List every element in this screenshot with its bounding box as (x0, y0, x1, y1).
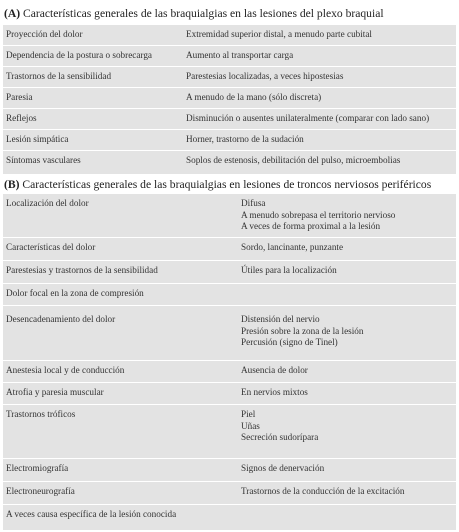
table-row (3, 151, 456, 173)
row-label: Desencadenamiento del dolor (6, 314, 116, 324)
row-value: Distensión del nervio Presión sobre la zona de la lesión Percusión (signo de Tinel) (241, 314, 364, 348)
row-value: Difusa A menudo sobrepasa el territorio nervioso A veces de forma proximal a la lesión (241, 198, 396, 232)
row-label: Trastornos tróficos (6, 409, 76, 419)
row-label: Trastornos de la sensibilidad (6, 71, 112, 81)
row-value: Útiles para la localización (241, 265, 337, 275)
row-label: Proyección del dolor (6, 29, 83, 39)
row-value: Horner, trastorno de la sudación (186, 134, 304, 144)
row-value: A menudo de la mano (sólo discreta) (186, 92, 322, 102)
row-value: Parestesias localizadas, a veces hipostesias (186, 71, 344, 81)
row-value: Aumento al transportar carga (186, 50, 294, 60)
row-label: Características del dolor (6, 242, 96, 252)
row-label: Atrofia y paresia muscular (6, 387, 104, 397)
section-a-heading: Características generales de las braquialgias en las lesiones del plexo braquial (23, 7, 384, 20)
table-b (3, 194, 456, 530)
section-a-title (4, 7, 384, 21)
row-value: Disminución o ausentes unilateralmente (comparar con lado sano) (186, 113, 430, 123)
row-label: Anestesia local y de conducción (6, 365, 125, 375)
table-row (3, 109, 456, 130)
row-value: Extremidad superior distal, a menudo parte cubital (186, 29, 372, 39)
row-label: Parestesias y trastornos de la sensibilidad (6, 265, 158, 275)
table-a (3, 25, 456, 174)
section-b-title (4, 178, 431, 192)
table-row (3, 130, 456, 151)
row-label: Dolor focal en la zona de compresión (6, 288, 144, 298)
row-label: Síntomas vasculares (6, 155, 81, 165)
table-row (3, 459, 456, 482)
row-value: Soplos de estenosis, debilitación del pulso, microembolias (186, 155, 401, 165)
row-label: Electromiografía (6, 463, 69, 473)
table-row (3, 361, 456, 383)
row-value: En nervios mixtos (241, 387, 308, 397)
table-row (3, 482, 456, 505)
row-label: A veces causa específica de la lesión conocida (6, 509, 177, 519)
row-value: Sordo, lancinante, punzante (241, 242, 344, 252)
section-b-letter: (B) (4, 178, 20, 191)
section-b-heading: Características generales de las braquialgias en lesiones de troncos nerviosos periféricos (22, 178, 432, 191)
row-label: Electroneurografía (6, 486, 75, 496)
table-row (3, 383, 456, 405)
table-row (3, 306, 456, 361)
table-row (3, 67, 456, 88)
table-row (3, 405, 456, 459)
section-a-letter: (A) (4, 7, 21, 20)
row-value: Piel Uñas Secreción sudorípara (241, 409, 319, 443)
row-label: Paresia (6, 92, 33, 102)
table-row (3, 88, 456, 109)
row-label: Reflejos (6, 113, 37, 123)
table-row (3, 25, 456, 46)
table-row (3, 261, 456, 284)
table-row (3, 284, 456, 306)
row-label: Lesión simpática (6, 134, 69, 144)
row-label: Localización del dolor (6, 198, 89, 208)
row-value: Trastornos de la conducción de la excitación (241, 486, 405, 496)
table-row (3, 238, 456, 261)
row-value: Ausencia de dolor (241, 365, 308, 375)
table-row (3, 505, 456, 530)
row-label: Dependencia de la postura o sobrecarga (6, 50, 152, 60)
table-row (3, 194, 456, 238)
row-value: Signos de denervación (241, 463, 325, 473)
table-row (3, 46, 456, 67)
